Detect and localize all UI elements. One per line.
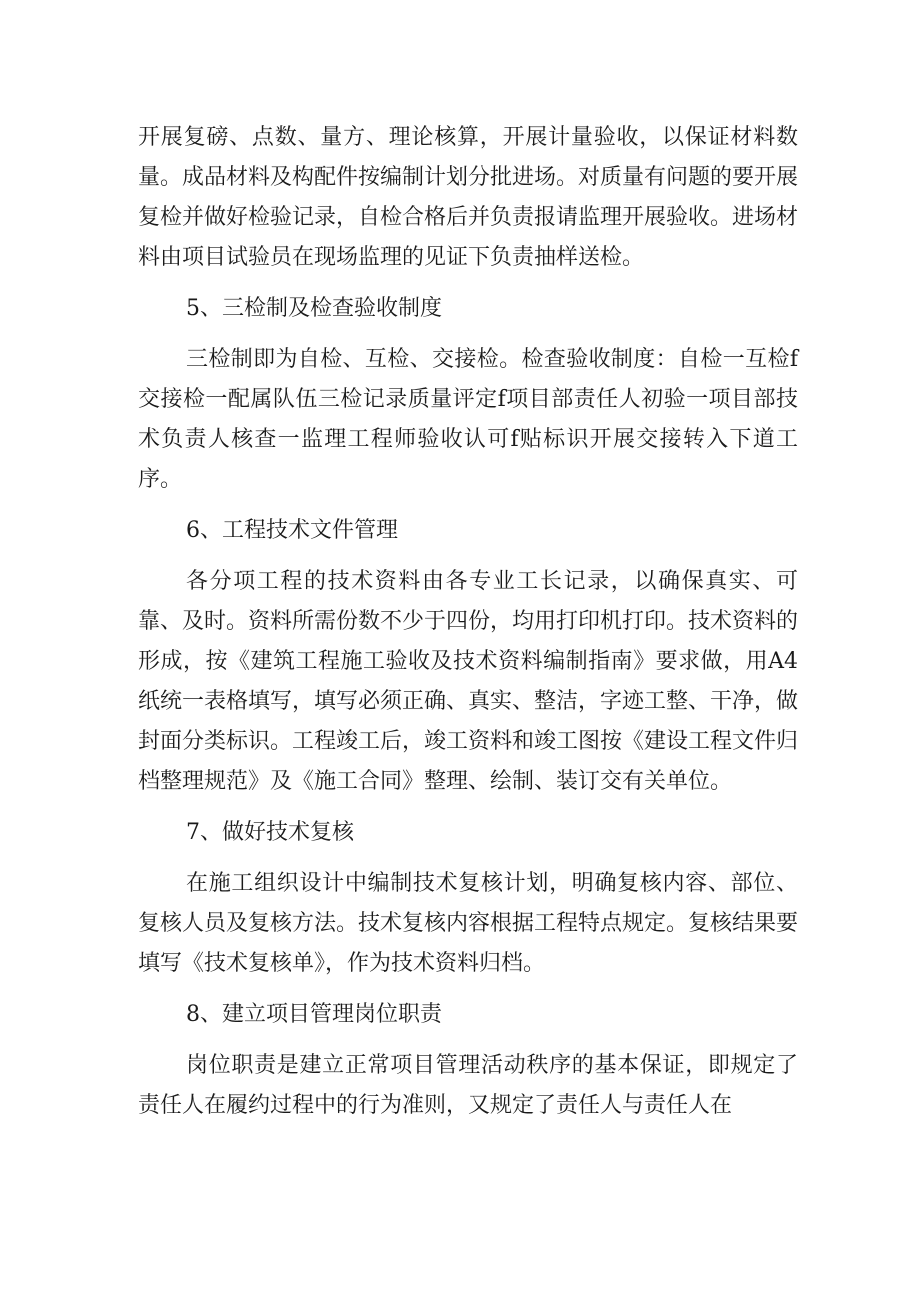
section-heading-5: 5、三检制及检查验收制度 bbox=[186, 296, 442, 321]
section-body-8: 岗位职责是建立正常项目管理活动秩序的基本保证，即规定了责任人在履约过程中的行为准则，又规定了责任人与责任人在 bbox=[138, 1053, 798, 1118]
section-body-7: 在施工组织设计中编制技术复核计划，明确复核内容、部位、复核人员及复核方法。技术复核内容根据工程特点规定。复核结果要填写《技术复核单》，作为技术资料归档。 bbox=[138, 871, 799, 976]
document-body bbox=[138, 118, 798, 1126]
intro-paragraph: 开展复磅、点数、量方、理论核算，开展计量验收，以保证材料数量。成品材料及构配件按编制计划分批进场。对质量有问题的要开展复检并做好检验记录，自检合格后并负责报请监理开展验收。进场材料由项目试验员在现场监理的见证下负责抽样送检。 bbox=[138, 125, 799, 270]
section-heading-7: 7、做好技术复核 bbox=[186, 820, 354, 845]
section-heading-6: 6、工程技术文件管理 bbox=[186, 518, 398, 543]
section-body-5: 三检制即为自检、互检、交接检。检查验收制度：自检一互检f交接检一配属队伍三检记录质量评定f项目部责任人初验一项目部技术负责人核查一监理工程师验收认可f贴标识开展交接转入下道工序。 bbox=[138, 347, 798, 492]
section-body-6: 各分项工程的技术资料由各专业工长记录，以确保真实、可靠、及时。资料所需份数不少于四份，均用打印机打印。技术资料的形成，按《建筑工程施工验收及技术资料编制指南》要求做，用A4纸统一表格填写，填写必须正确、真实、整洁，字迹工整、干净，做封面分类标识。工程竣工后，竣工资料和竣工图按《建设工程文件归档整理规范》及《施工合同》整理、绘制、装订交有关单位。 bbox=[138, 569, 799, 794]
section-heading-8: 8、建立项目管理岗位职责 bbox=[186, 1002, 442, 1027]
